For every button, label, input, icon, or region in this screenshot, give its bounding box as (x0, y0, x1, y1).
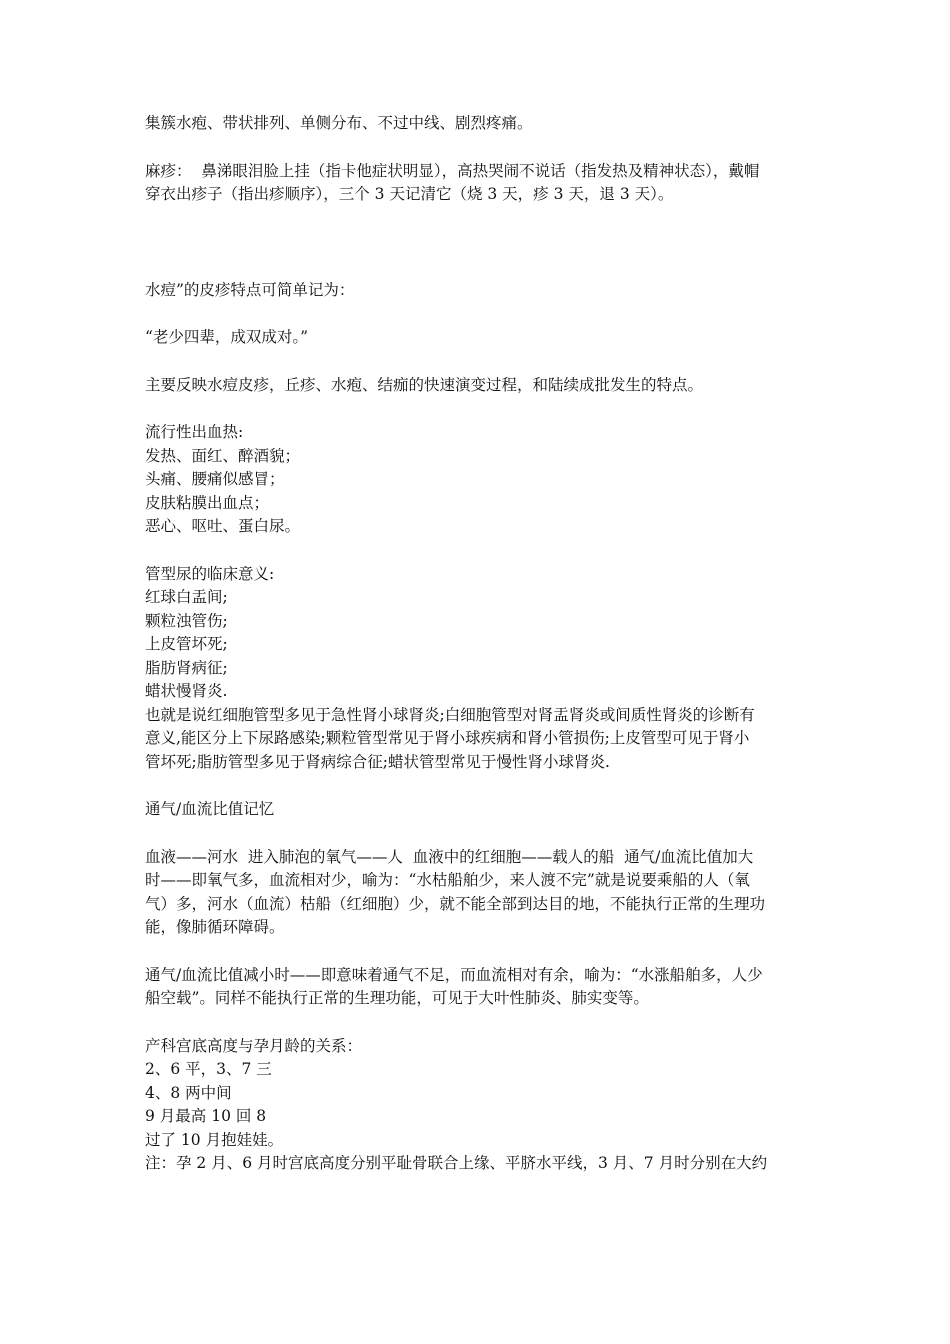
vq-para1-line: 气）多，河水（血流）枯船（红细胞）少，就不能全部到达目的地，不能执行正常的生理功 (145, 894, 766, 913)
spacer (145, 940, 810, 964)
hemorrhagic-fever-heading: 流行性出血热: (145, 423, 244, 441)
casts-section (145, 563, 810, 775)
hemorrhagic-fever-section (145, 421, 810, 539)
measles-section (145, 160, 810, 207)
casts-explanation-line: 也就是说红细胞管型多见于急性肾小球肾炎;白细胞管型对肾盂肾炎或间质性肾炎的诊断有 (145, 705, 755, 724)
vq-para1-line: 血液——河水 进入肺泡的氧气——人 血液中的红细胞——载人的船 通气/血流比值加大 (145, 847, 754, 866)
list-item: 发热、面红、醉酒貌； (145, 446, 301, 465)
spacer (145, 350, 810, 374)
spacer (145, 539, 810, 563)
varicella-mnemonic: “老少四辈，成双成对。” (145, 328, 309, 346)
spacer (145, 136, 810, 160)
varicella-explanation: 主要反映水痘皮疹，丘疹、水疱、结痂的快速演变过程，和陆续成批发生的特点。 (145, 375, 704, 394)
vq-para1-line: 能，像肺循环障碍。 (145, 918, 285, 936)
casts-explanation-line: 管坏死;脂肪管型多见于肾病综合征;蜡状管型常见于慢性肾小球肾炎. (145, 752, 610, 771)
list-item: 颗粒浊管伤; (145, 611, 228, 630)
casts-explanation-line: 意义,能区分上下尿路感染;颗粒管型常见于肾小球疾病和肾小管损伤;上皮管型可见于肾小 (145, 729, 750, 747)
casts-heading: 管型尿的临床意义: (145, 564, 275, 583)
vq-para2-line: 通气/血流比值减小时——即意味着通气不足，而血流相对有余，喻为：“水涨船舶多，人少 (145, 965, 763, 984)
varicella-heading: 水痘”的皮疹特点可简单记为： (145, 280, 355, 299)
fundal-height-note: 注：孕 2 月、6 月时宫底高度分别平耻骨联合上缘、平脐水平线，3 月、7 月时分别在大约 (145, 1154, 768, 1172)
list-item: 红球白盂间; (145, 588, 228, 606)
list-item: 2、6 平，3、7 三 (145, 1060, 272, 1078)
document-page (145, 112, 810, 1176)
vq-para2-line: 船空载”。同样不能执行正常的生理功能，可见于大叶性肺炎、肺实变等。 (145, 989, 649, 1007)
list-item: 9 月最高 10 回 8 (145, 1107, 267, 1125)
spacer (145, 207, 810, 255)
list-item: 蜡状慢肾炎. (145, 682, 228, 700)
fundal-height-section (145, 1035, 810, 1176)
list-item: 头痛、腰痛似感冒； (145, 470, 285, 488)
herpes-section (145, 112, 810, 136)
fundal-height-heading: 产科宫底高度与孕月龄的关系： (145, 1036, 363, 1055)
varicella-section (145, 279, 810, 398)
list-item: 皮肤粘膜出血点； (145, 493, 270, 512)
herpes-line: 集簇水疱、带状排列、单侧分布、不过中线、剧烈疼痛。 (145, 114, 533, 132)
list-item: 4、8 两中间 (145, 1083, 232, 1102)
spacer (145, 255, 810, 279)
spacer (145, 302, 810, 326)
vq-ratio-heading: 通气/血流比值记忆 (145, 800, 275, 818)
vq-para1-line: 时——即氧气多，血流相对少，喻为：“水枯船舶少，来人渡不完”就是说要乘船的人（氧 (145, 871, 750, 889)
list-item: 过了 10 月抱娃娃。 (145, 1130, 284, 1149)
list-item: 上皮管坏死; (145, 635, 228, 653)
list-item: 脂肪肾病征; (145, 658, 228, 677)
spacer (145, 774, 810, 798)
measles-line-1: 麻疹： 鼻涕眼泪脸上挂（指卡他症状明显），高热哭闹不说话（指发热及精神状态），戴帽 (145, 161, 760, 180)
vq-ratio-section (145, 798, 810, 1011)
measles-line-2: 穿衣出疹子（指出疹顺序），三个 3 天记清它（烧 3 天，疹 3 天，退 3 天）。 (145, 185, 674, 203)
spacer (145, 397, 810, 421)
spacer (145, 822, 810, 846)
list-item: 恶心、呕吐、蛋白尿。 (145, 517, 301, 535)
spacer (145, 1011, 810, 1035)
